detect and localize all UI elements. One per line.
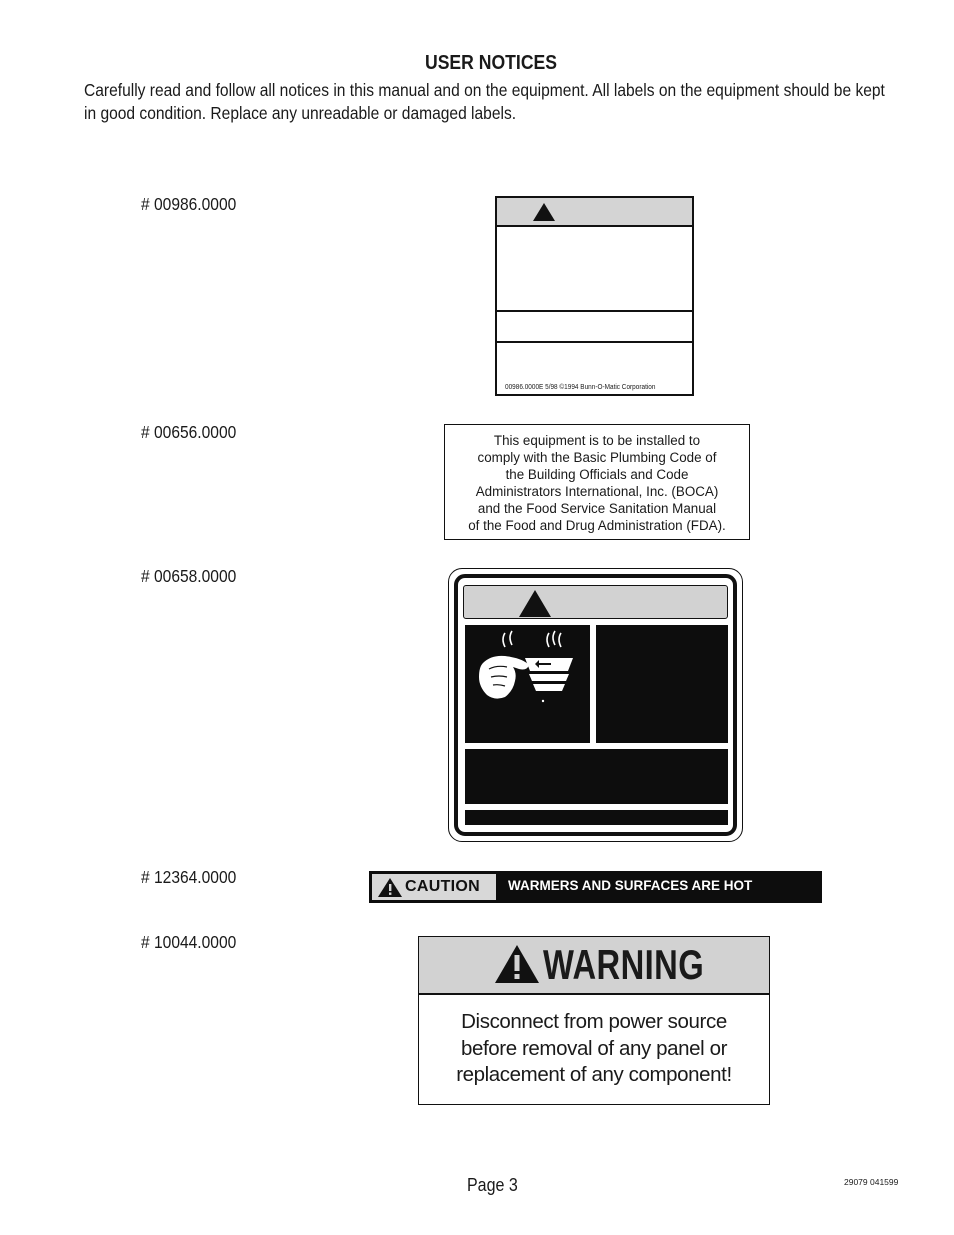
label-12364 (369, 871, 822, 903)
label-00986-divider-1 (497, 310, 692, 312)
caution-triangle-icon (378, 878, 402, 897)
intro-paragraph: Carefully read and follow all notices in this manual and on the equipment. All labels on the equipment should be kept in good condition. Replace any unreadable or damaged labels. (84, 80, 885, 123)
label-00658-header (463, 585, 728, 619)
label-00656-line: the Building Officials and Code (505, 467, 689, 482)
label-00986-header (497, 198, 692, 227)
warning-line: before removal of any panel or (460, 1036, 728, 1060)
part-number-00656: # 00656.0000 (141, 422, 237, 442)
warning-triangle-icon (519, 590, 551, 617)
label-00656-line: of the Food and Drug Administration (FDA). (468, 518, 726, 533)
warning-triangle-icon (495, 945, 539, 983)
warning-triangle-icon (533, 203, 555, 221)
label-00656 (444, 424, 750, 540)
page-title: USER NOTICES (424, 52, 558, 74)
label-00986-divider-2 (497, 341, 692, 343)
label-00656-line: and the Food Service Sanitation Manual (477, 501, 717, 516)
part-number-00658: # 00658.0000 (141, 566, 237, 586)
caution-word: CAUTION (405, 878, 480, 895)
page-number: Page 3 (467, 1175, 518, 1195)
label-00658-pictogram-panel (465, 625, 590, 743)
warning-line: Disconnect from power source (461, 1010, 727, 1033)
part-number-10044: # 10044.0000 (141, 932, 237, 952)
label-00656-line: Administrators International, Inc. (BOCA) (475, 484, 719, 499)
warning-header (419, 937, 769, 995)
part-number-12364: # 12364.0000 (141, 867, 237, 887)
label-00656-line: comply with the Basic Plumbing Code of (477, 450, 717, 465)
label-00658-text-panel (596, 625, 728, 743)
label-00986-footer: 00986.0000E 5/98 ©1994 Bunn-O-Matic Corporation (505, 384, 656, 391)
warning-line: replacement of any component! (456, 1063, 732, 1086)
warning-word: WARNING (543, 941, 705, 988)
label-10044 (418, 936, 770, 1105)
label-00658-bottom-panel (465, 749, 728, 804)
part-number-00986: # 00986.0000 (141, 194, 237, 214)
caution-box (372, 874, 496, 900)
label-00658-bottom-strip (465, 810, 728, 825)
hot-surface-hand-icon (465, 625, 590, 743)
caution-message: WARMERS AND SURFACES ARE HOT (508, 878, 753, 893)
warning-body (419, 1009, 769, 1089)
label-00986 (495, 196, 694, 396)
label-00656-line: This equipment is to be installed to (493, 433, 701, 448)
document-code: 29079 041599 (844, 1177, 899, 1187)
